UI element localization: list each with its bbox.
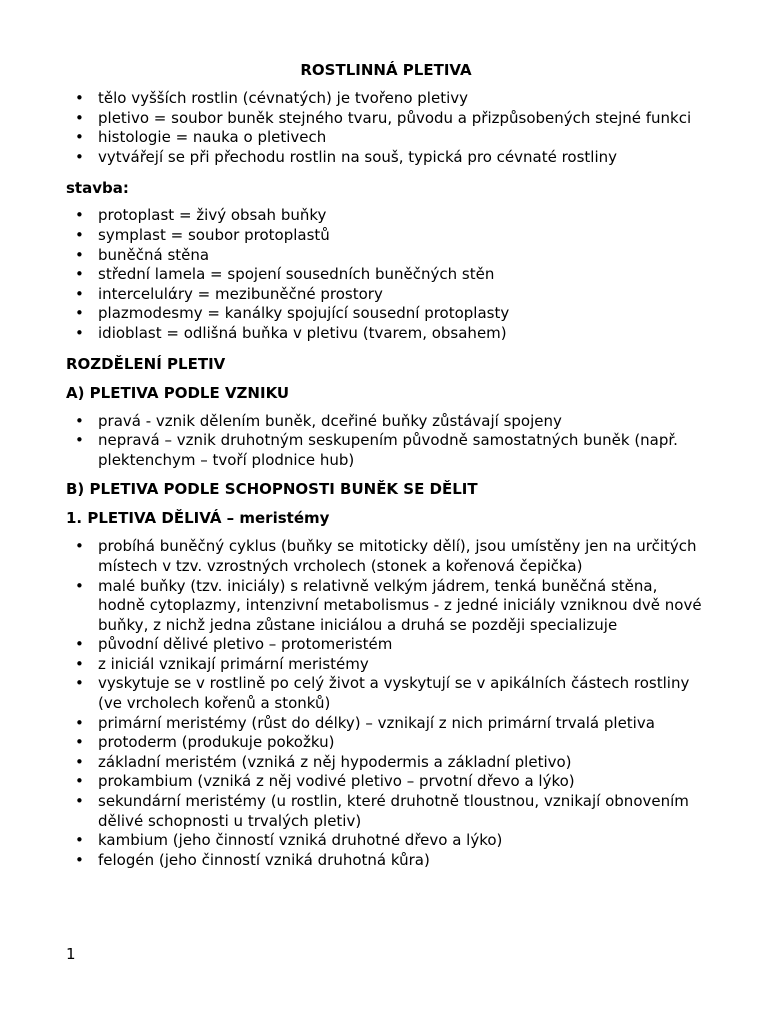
stavba-list [66,206,706,343]
list-item: • sekundární meristémy (u rostlin, které druhotně tloustnou, vznikají obnovením dělivé schopnosti u trvalých pletiv) [66,792,706,831]
list-item: • kambium (jeho činností vzniká druhotné dřevo a lýko) [66,831,706,851]
section-heading-delive: 1. PLETIVA DĚLIVÁ – meristémy [66,509,330,528]
list-item: • symplast = soubor protoplastů [66,226,706,246]
document-page [66,60,706,870]
list-item: • idioblast = odlišná buňka v pletivu (tvarem, obsahem) [66,324,706,344]
page-number: 1 [66,945,76,963]
list-item: • probíhá buněčný cyklus (buňky se mitoticky dělí), jsou umístěny jen na určitých místech v tzv. vzrostných vrcholech (stonek a kořenová čepička) [66,537,706,576]
list-item: • tělo vyšších rostlin (cévnatých) je tvořeno pletivy [66,89,706,109]
list-item: • vyskytuje se v rostlině po celý život a vyskytují se v apikálních částech rostliny (ve vrcholech kořenů a stonků) [66,674,706,713]
list-item: • buněčná stěna [66,246,706,266]
list-item: • primární meristémy (růst do délky) – vznikají z nich primární trvalá pletiva [66,714,706,734]
list-item: • protoderm (produkuje pokožku) [66,733,706,753]
intro-list [66,89,706,167]
list-item: • nepravá – vznik druhotným seskupením původně samostatných buněk (např. plektenchym – tvoří plodnice hub) [66,431,706,470]
section-heading-stavba: stavba: [66,179,129,198]
list-item: • malé buňky (tzv. iniciály) s relativně velkým jádrem, tenká buněčná stěna, hodně cytoplazmy, intenzivní metabolismus - z jedné iniciály vzniknou dvě nové buňky, z nichž jedna zůstane iniciálou a druhá se později specializuje [66,577,706,636]
document-title: ROSTLINNÁ PLETIVA [300,61,472,79]
list-item: • plazmodesmy = kanálky spojující sousední protoplasty [66,304,706,324]
list-item: • histologie = nauka o pletivech [66,128,706,148]
list-item: • prokambium (vzniká z něj vodivé pletivo – prvotní dřevo a lýko) [66,772,706,792]
delive-list [66,537,706,870]
list-item: • základní meristém (vzniká z něj hypodermis a základní pletivo) [66,753,706,773]
list-item: • z iniciál vznikají primární meristémy [66,655,706,675]
list-item: • původní dělivé pletivo – protomeristém [66,635,706,655]
a-list [66,412,706,471]
section-heading-b: B) PLETIVA PODLE SCHOPNOSTI BUNĚK SE DĚLIT [66,480,478,499]
list-item: • vytvářejí se při přechodu rostlin na souš, typická pro cévnaté rostliny [66,148,706,168]
list-item: • pletivo = soubor buněk stejného tvaru, původu a přizpůsobených stejné funkci [66,109,706,129]
list-item: • pravá - vznik dělením buněk, dceřiné buňky zůstávají spojeny [66,412,706,432]
section-heading-rozdeleni: ROZDĚLENÍ PLETIV [66,354,226,373]
list-item: • intercelulάry = mezibuněčné prostory [66,285,706,305]
list-item: • střední lamela = spojení sousedních buněčných stěn [66,265,706,285]
section-heading-a: A) PLETIVA PODLE VZNIKU [66,383,290,402]
list-item: • protoplast = živý obsah buňky [66,206,706,226]
list-item: • felogén (jeho činností vzniká druhotná kůra) [66,851,706,871]
